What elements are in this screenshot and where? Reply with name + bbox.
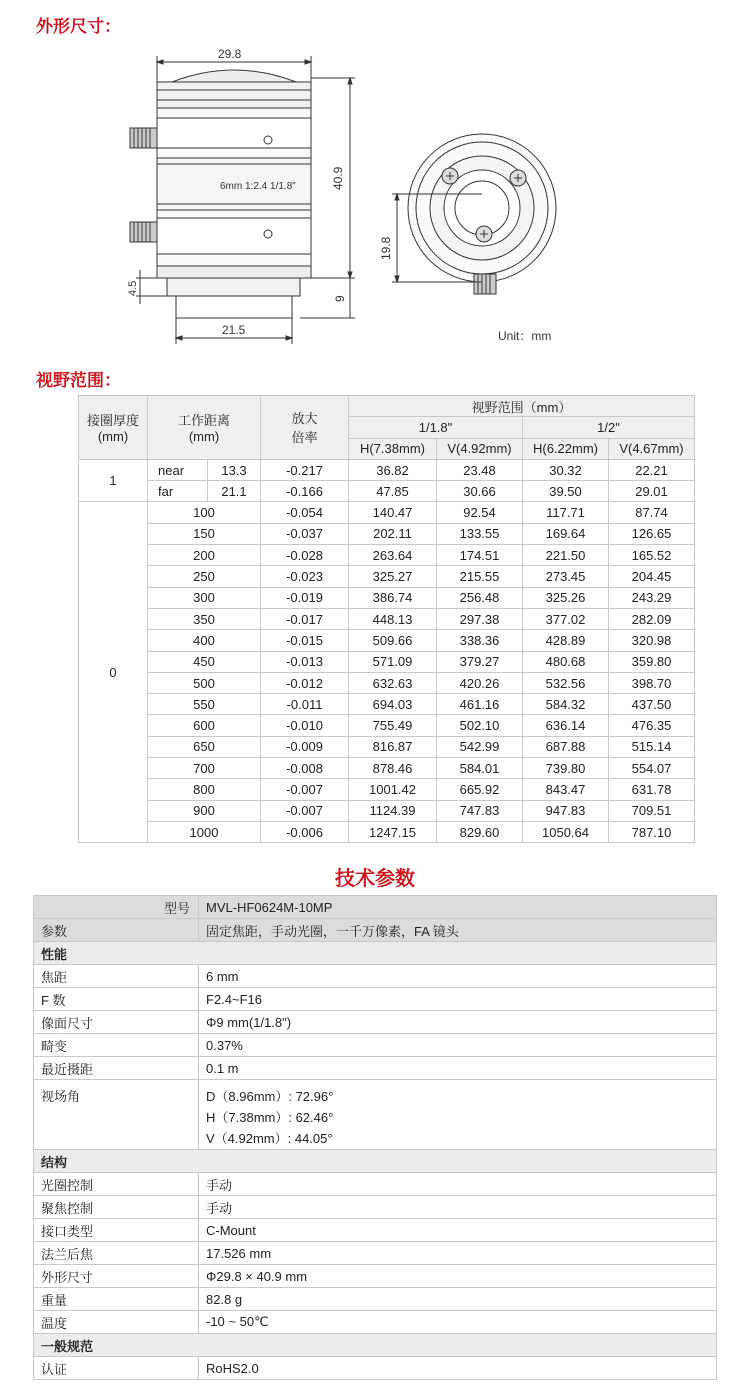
spec-group-name: 一般规范 <box>34 1334 717 1357</box>
distance-cell: 1000 <box>148 821 261 842</box>
spec-row <box>34 1219 717 1242</box>
cell: 632.63 <box>349 672 437 693</box>
distance-cell: 100 <box>148 502 261 523</box>
cell: -0.023 <box>261 566 349 587</box>
table-row <box>79 566 695 587</box>
cell: 509.66 <box>349 630 437 651</box>
cell: 428.89 <box>523 630 609 651</box>
spec-value: 6 mm <box>199 965 717 988</box>
table-row <box>79 630 695 651</box>
cell: -0.019 <box>261 587 349 608</box>
cell: 359.80 <box>609 651 695 672</box>
section-title-tech: 技术参数 <box>335 866 415 890</box>
cell: -0.011 <box>261 694 349 715</box>
cell: 87.74 <box>609 502 695 523</box>
cell: 502.10 <box>437 715 523 736</box>
section-title-fov: 视野范围： <box>36 371 121 391</box>
cell: 461.16 <box>437 694 523 715</box>
cell: 947.83 <box>523 800 609 821</box>
distance-cell: 150 <box>148 523 261 544</box>
cell: 92.54 <box>437 502 523 523</box>
cell: 165.52 <box>609 545 695 566</box>
cell: 584.01 <box>437 758 523 779</box>
header-fov: 视野范围（mm） <box>349 396 695 417</box>
cell: 22.21 <box>609 459 695 480</box>
dim-mount-height: 9 <box>333 295 347 302</box>
cell: 665.92 <box>437 779 523 800</box>
cell: 816.87 <box>349 736 437 757</box>
fov-angle-line: V（4.92mm）: 44.05° <box>206 1131 333 1146</box>
spec-key: 畸变 <box>34 1034 199 1057</box>
cell: 843.47 <box>523 779 609 800</box>
header-col: H(6.22mm) <box>523 438 609 459</box>
distance-cell: 700 <box>148 758 261 779</box>
cell: 755.49 <box>349 715 437 736</box>
header-col: H(7.38mm) <box>349 438 437 459</box>
spec-value: Φ9 mm(1/1.8") <box>199 1011 717 1034</box>
table-row <box>79 651 695 672</box>
spec-value: 手动 <box>199 1196 717 1219</box>
section-title-dimensions: 外形尺寸： <box>36 17 121 37</box>
spec-body <box>34 896 717 1380</box>
fov-angle-line: H（7.38mm）: 62.46° <box>206 1110 334 1125</box>
table-row <box>79 672 695 693</box>
cell: 325.27 <box>349 566 437 587</box>
dim-center: 19.8 <box>379 236 393 260</box>
cell: 30.66 <box>437 481 523 502</box>
spec-row <box>34 965 717 988</box>
cell: 47.85 <box>349 481 437 502</box>
table-row <box>79 502 695 523</box>
dim-mount-width: 21.5 <box>222 323 246 337</box>
cell: -0.007 <box>261 779 349 800</box>
spec-key: 像面尺寸 <box>34 1011 199 1034</box>
spec-row <box>34 1288 717 1311</box>
cell: -0.017 <box>261 608 349 629</box>
spec-value: 17.526 mm <box>199 1242 717 1265</box>
cell: 21.1 <box>208 481 261 502</box>
cell: 140.47 <box>349 502 437 523</box>
cell: -0.013 <box>261 651 349 672</box>
spec-row <box>34 919 717 942</box>
spec-value: Φ29.8 × 40.9 mm <box>199 1265 717 1288</box>
spec-row <box>34 1311 717 1334</box>
table-row <box>79 481 695 502</box>
header-spacer: 接圈厚度 (mm) <box>79 396 148 460</box>
distance-cell: 450 <box>148 651 261 672</box>
cell: 386.74 <box>349 587 437 608</box>
cell: 829.60 <box>437 821 523 842</box>
table-row <box>79 779 695 800</box>
cell: 13.3 <box>208 459 261 480</box>
far-label: far <box>148 481 208 502</box>
fov-body <box>79 502 695 843</box>
cell: -0.012 <box>261 672 349 693</box>
table-row <box>79 608 695 629</box>
cell: -0.217 <box>261 459 349 480</box>
cell: 39.50 <box>523 481 609 502</box>
cell: 297.38 <box>437 608 523 629</box>
distance-cell: 500 <box>148 672 261 693</box>
header-col: V(4.67mm) <box>609 438 695 459</box>
table-row <box>79 545 695 566</box>
cell: 174.51 <box>437 545 523 566</box>
spec-key: 法兰后焦 <box>34 1242 199 1265</box>
cell: -0.007 <box>261 800 349 821</box>
near-label: near <box>148 459 208 480</box>
cell: 554.07 <box>609 758 695 779</box>
spec-row <box>34 1057 717 1080</box>
spacer-value: 1 <box>79 459 148 502</box>
cell: -0.166 <box>261 481 349 502</box>
spec-group-header <box>34 1150 717 1173</box>
spec-key: 外形尺寸 <box>34 1265 199 1288</box>
spec-value: 手动 <box>199 1173 717 1196</box>
dim-height: 40.9 <box>331 166 345 190</box>
table-row <box>79 587 695 608</box>
cell: 694.03 <box>349 694 437 715</box>
cell: 379.27 <box>437 651 523 672</box>
fov-table <box>78 395 695 843</box>
spec-group-name: 结构 <box>34 1150 717 1173</box>
lens-drawing <box>0 30 750 360</box>
cell: 325.26 <box>523 587 609 608</box>
cell: 532.56 <box>523 672 609 693</box>
distance-cell: 200 <box>148 545 261 566</box>
cell: -0.010 <box>261 715 349 736</box>
cell: 584.32 <box>523 694 609 715</box>
spec-row <box>34 1011 717 1034</box>
fov-angle-label: 视场角 <box>34 1080 199 1150</box>
distance-cell: 350 <box>148 608 261 629</box>
cell: 243.29 <box>609 587 695 608</box>
distance-cell: 800 <box>148 779 261 800</box>
header-col: V(4.92mm) <box>437 438 523 459</box>
cell: 133.55 <box>437 523 523 544</box>
spec-key: 接口类型 <box>34 1219 199 1242</box>
table-row <box>79 715 695 736</box>
distance-cell: 400 <box>148 630 261 651</box>
spec-table <box>33 895 717 1380</box>
cell: 739.80 <box>523 758 609 779</box>
spec-value: -10 ~ 50℃ <box>199 1311 717 1334</box>
spec-key: 重量 <box>34 1288 199 1311</box>
spec-row <box>34 1034 717 1057</box>
cell: 747.83 <box>437 800 523 821</box>
cell: 542.99 <box>437 736 523 757</box>
cell: 29.01 <box>609 481 695 502</box>
cell: 1124.39 <box>349 800 437 821</box>
cell: 1001.42 <box>349 779 437 800</box>
spec-row <box>34 1080 717 1150</box>
cell: 636.14 <box>523 715 609 736</box>
spec-group-header <box>34 1334 717 1357</box>
cell: -0.009 <box>261 736 349 757</box>
cell: 30.32 <box>523 459 609 480</box>
cell: 273.45 <box>523 566 609 587</box>
spec-key: 光圈控制 <box>34 1173 199 1196</box>
cell: 437.50 <box>609 694 695 715</box>
cell: 476.35 <box>609 715 695 736</box>
cell: -0.008 <box>261 758 349 779</box>
spec-row <box>34 988 717 1011</box>
spec-group-name: 性能 <box>34 942 717 965</box>
spec-row <box>34 896 717 919</box>
table-row <box>79 800 695 821</box>
header-sensor-1-2: 1/2" <box>523 417 695 438</box>
cell: 202.11 <box>349 523 437 544</box>
cell: 215.55 <box>437 566 523 587</box>
cell: 878.46 <box>349 758 437 779</box>
spec-key: 最近摄距 <box>34 1057 199 1080</box>
header-sensor-1-1.8: 1/1.8" <box>349 417 523 438</box>
table-row <box>79 736 695 757</box>
distance-cell: 250 <box>148 566 261 587</box>
cell: -0.028 <box>261 545 349 566</box>
lens-marking: 6mm 1:2.4 1/1.8" <box>220 181 296 192</box>
cell: 204.45 <box>609 566 695 587</box>
cell: 169.64 <box>523 523 609 544</box>
model-label: 型号 <box>34 896 199 919</box>
model-value: MVL-HF0624M-10MP <box>199 896 717 919</box>
cell: 282.09 <box>609 608 695 629</box>
spacer-value: 0 <box>79 502 148 843</box>
cell: 23.48 <box>437 459 523 480</box>
distance-cell: 300 <box>148 587 261 608</box>
spec-key: 温度 <box>34 1311 199 1334</box>
cell: 631.78 <box>609 779 695 800</box>
spec-row <box>34 1357 717 1380</box>
cell: 36.82 <box>349 459 437 480</box>
cell: 263.64 <box>349 545 437 566</box>
spec-group-header <box>34 942 717 965</box>
dim-top-width: 29.8 <box>218 47 242 61</box>
table-row <box>79 694 695 715</box>
header-distance: 工作距离 (mm) <box>148 396 261 460</box>
cell: 515.14 <box>609 736 695 757</box>
cell: 320.98 <box>609 630 695 651</box>
param-value: 固定焦距，手动光圈，一千万像素，FA 镜头 <box>199 919 717 942</box>
header-magnification: 放大 倍率 <box>261 396 349 460</box>
cell: -0.037 <box>261 523 349 544</box>
table-row <box>79 758 695 779</box>
cell: 1247.15 <box>349 821 437 842</box>
cell: 377.02 <box>523 608 609 629</box>
cell: 709.51 <box>609 800 695 821</box>
cell: 126.65 <box>609 523 695 544</box>
cell: -0.015 <box>261 630 349 651</box>
spec-key: 认证 <box>34 1357 199 1380</box>
fov-angle-line: D（8.96mm）: 72.96° <box>206 1089 334 1104</box>
cell: 256.48 <box>437 587 523 608</box>
cell: 420.26 <box>437 672 523 693</box>
cell: 1050.64 <box>523 821 609 842</box>
cell: 338.36 <box>437 630 523 651</box>
spec-value: F2.4~F16 <box>199 988 717 1011</box>
distance-cell: 550 <box>148 694 261 715</box>
spec-value: 82.8 g <box>199 1288 717 1311</box>
spec-key: 焦距 <box>34 965 199 988</box>
cell: 480.68 <box>523 651 609 672</box>
cell: 398.70 <box>609 672 695 693</box>
param-label: 参数 <box>34 919 199 942</box>
table-row <box>79 459 695 480</box>
table-row <box>79 523 695 544</box>
distance-cell: 650 <box>148 736 261 757</box>
spec-value: 0.1 m <box>199 1057 717 1080</box>
spec-key: F 数 <box>34 988 199 1011</box>
spec-value: 0.37% <box>199 1034 717 1057</box>
cell: -0.054 <box>261 502 349 523</box>
cell: 117.71 <box>523 502 609 523</box>
cell: 687.88 <box>523 736 609 757</box>
cell: -0.006 <box>261 821 349 842</box>
dim-bottom-gap: 4.5 <box>127 280 139 296</box>
spec-row <box>34 1173 717 1196</box>
cell: 221.50 <box>523 545 609 566</box>
spec-row <box>34 1196 717 1219</box>
spec-value: C-Mount <box>199 1219 717 1242</box>
fov-angle-value <box>199 1080 717 1150</box>
cell: 571.09 <box>349 651 437 672</box>
distance-cell: 900 <box>148 800 261 821</box>
cell: 787.10 <box>609 821 695 842</box>
spec-value: RoHS2.0 <box>199 1357 717 1380</box>
cell: 448.13 <box>349 608 437 629</box>
unit-label: Unit：mm <box>498 329 552 343</box>
spec-row <box>34 1242 717 1265</box>
spec-key: 聚焦控制 <box>34 1196 199 1219</box>
table-row <box>79 821 695 842</box>
distance-cell: 600 <box>148 715 261 736</box>
spec-row <box>34 1265 717 1288</box>
